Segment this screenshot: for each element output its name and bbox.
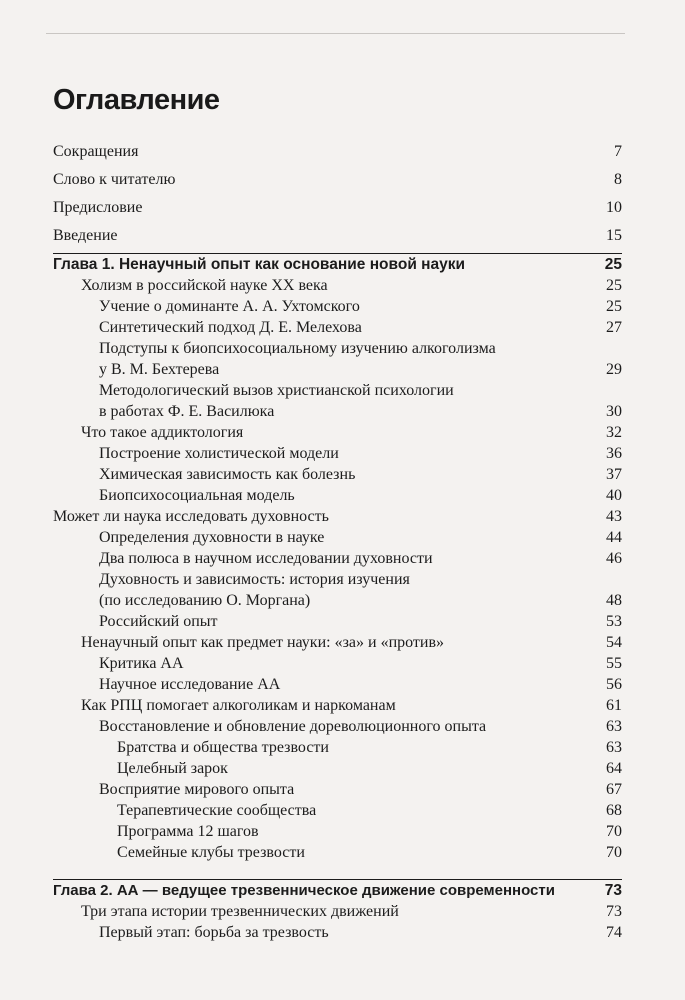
toc-page-number: 30 xyxy=(606,403,622,420)
toc-entry: Биопсихосоциальная модель xyxy=(99,487,295,504)
toc-entry: (по исследованию О. Моргана) xyxy=(99,592,311,609)
toc-entry: Слово к читателю xyxy=(53,171,176,188)
toc-entry: Программа 12 шагов xyxy=(117,823,259,840)
toc-entry: Семейные клубы трезвости xyxy=(117,844,305,861)
toc-page-number: 36 xyxy=(606,445,622,462)
toc-page-number: 48 xyxy=(606,592,622,609)
toc-entry: Два полюса в научном исследовании духовности xyxy=(99,550,433,567)
toc-page-number: 74 xyxy=(606,924,622,941)
toc-entry: Химическая зависимость как болезнь xyxy=(99,466,356,483)
toc-entry: Три этапа истории трезвеннических движений xyxy=(81,903,399,920)
toc-entry: Целебный зарок xyxy=(117,760,228,777)
toc-entry: Ненаучный опыт как предмет науки: «за» и «против» xyxy=(81,634,445,651)
toc-entry: в работах Ф. Е. Василюка xyxy=(99,403,275,420)
toc-page-number: 70 xyxy=(606,823,622,840)
toc-page-number: 67 xyxy=(606,781,622,798)
toc-page-number: 68 xyxy=(606,802,622,819)
toc-entry: Может ли наука исследовать духовность xyxy=(53,508,329,525)
chapter-1-rule xyxy=(53,253,622,254)
toc-entry: Синтетический подход Д. Е. Мелехова xyxy=(99,319,362,336)
toc-entry: Учение о доминанте А. А. Ухтомского xyxy=(99,298,360,315)
toc-page-number: 10 xyxy=(606,199,622,216)
toc-page-number: 8 xyxy=(614,171,622,188)
chapter-title: Глава 1. Ненаучный опыт как основание новой науки xyxy=(53,256,466,273)
toc-entry: Сокращения xyxy=(53,143,139,160)
toc-entry: у В. М. Бехтерева xyxy=(99,361,220,378)
toc-entry: Подступы к биопсихосоциальному изучению алкоголизма xyxy=(99,340,496,357)
page-title: Оглавление xyxy=(53,84,220,116)
toc-page-number: 43 xyxy=(606,508,622,525)
toc-entry: Российский опыт xyxy=(99,613,218,630)
toc-entry: Братства и общества трезвости xyxy=(117,739,329,756)
toc-page-number: 63 xyxy=(606,718,622,735)
toc-page-number: 70 xyxy=(606,844,622,861)
toc-page-number: 73 xyxy=(604,882,622,899)
toc-entry: Духовность и зависимость: история изучения xyxy=(99,571,410,588)
toc-entry: Как РПЦ помогает алкоголикам и наркоманам xyxy=(81,697,396,714)
toc-page-number: 25 xyxy=(606,277,622,294)
toc-entry: Построение холистической модели xyxy=(99,445,339,462)
toc-entry: Восприятие мирового опыта xyxy=(99,781,295,798)
toc-entry: Методологический вызов христианской психологии xyxy=(99,382,454,399)
toc-page-number: 54 xyxy=(606,634,622,651)
toc-page-number: 29 xyxy=(606,361,622,378)
toc-page-number: 46 xyxy=(606,550,622,567)
toc-page-number: 63 xyxy=(606,739,622,756)
toc-page-number: 27 xyxy=(606,319,622,336)
toc-entry: Критика АА xyxy=(99,655,184,672)
toc-page-number: 37 xyxy=(606,466,622,483)
toc-entry: Предисловие xyxy=(53,199,143,216)
toc-page-number: 7 xyxy=(614,143,622,160)
toc-page-number: 15 xyxy=(606,227,622,244)
toc-entry: Первый этап: борьба за трезвость xyxy=(99,924,329,941)
toc-page-number: 73 xyxy=(606,903,622,920)
toc-page-number: 55 xyxy=(606,655,622,672)
toc-entry: Что такое аддиктология xyxy=(81,424,244,441)
toc-page-number: 44 xyxy=(606,529,622,546)
toc-page-number: 56 xyxy=(606,676,622,693)
toc-entry: Холизм в российской науке XX века xyxy=(81,277,328,294)
toc-entry: Научное исследование АА xyxy=(99,676,281,693)
toc-entry: Определения духовности в науке xyxy=(99,529,325,546)
toc-page-number: 64 xyxy=(606,760,622,777)
toc-page-number: 53 xyxy=(606,613,622,630)
toc-page-number: 25 xyxy=(606,298,622,315)
toc-page-number: 32 xyxy=(606,424,622,441)
toc-page-number: 40 xyxy=(606,487,622,504)
toc-page-number: 25 xyxy=(604,256,622,273)
toc-entry: Терапевтические сообщества xyxy=(117,802,317,819)
toc-entry: Восстановление и обновление дореволюционного опыта xyxy=(99,718,487,735)
chapter-title: Глава 2. АА — ведущее трезвенническое движение современности xyxy=(53,882,555,899)
chapter-2-rule xyxy=(53,879,622,880)
toc-entry: Введение xyxy=(53,227,118,244)
toc-page-number: 61 xyxy=(606,697,622,714)
